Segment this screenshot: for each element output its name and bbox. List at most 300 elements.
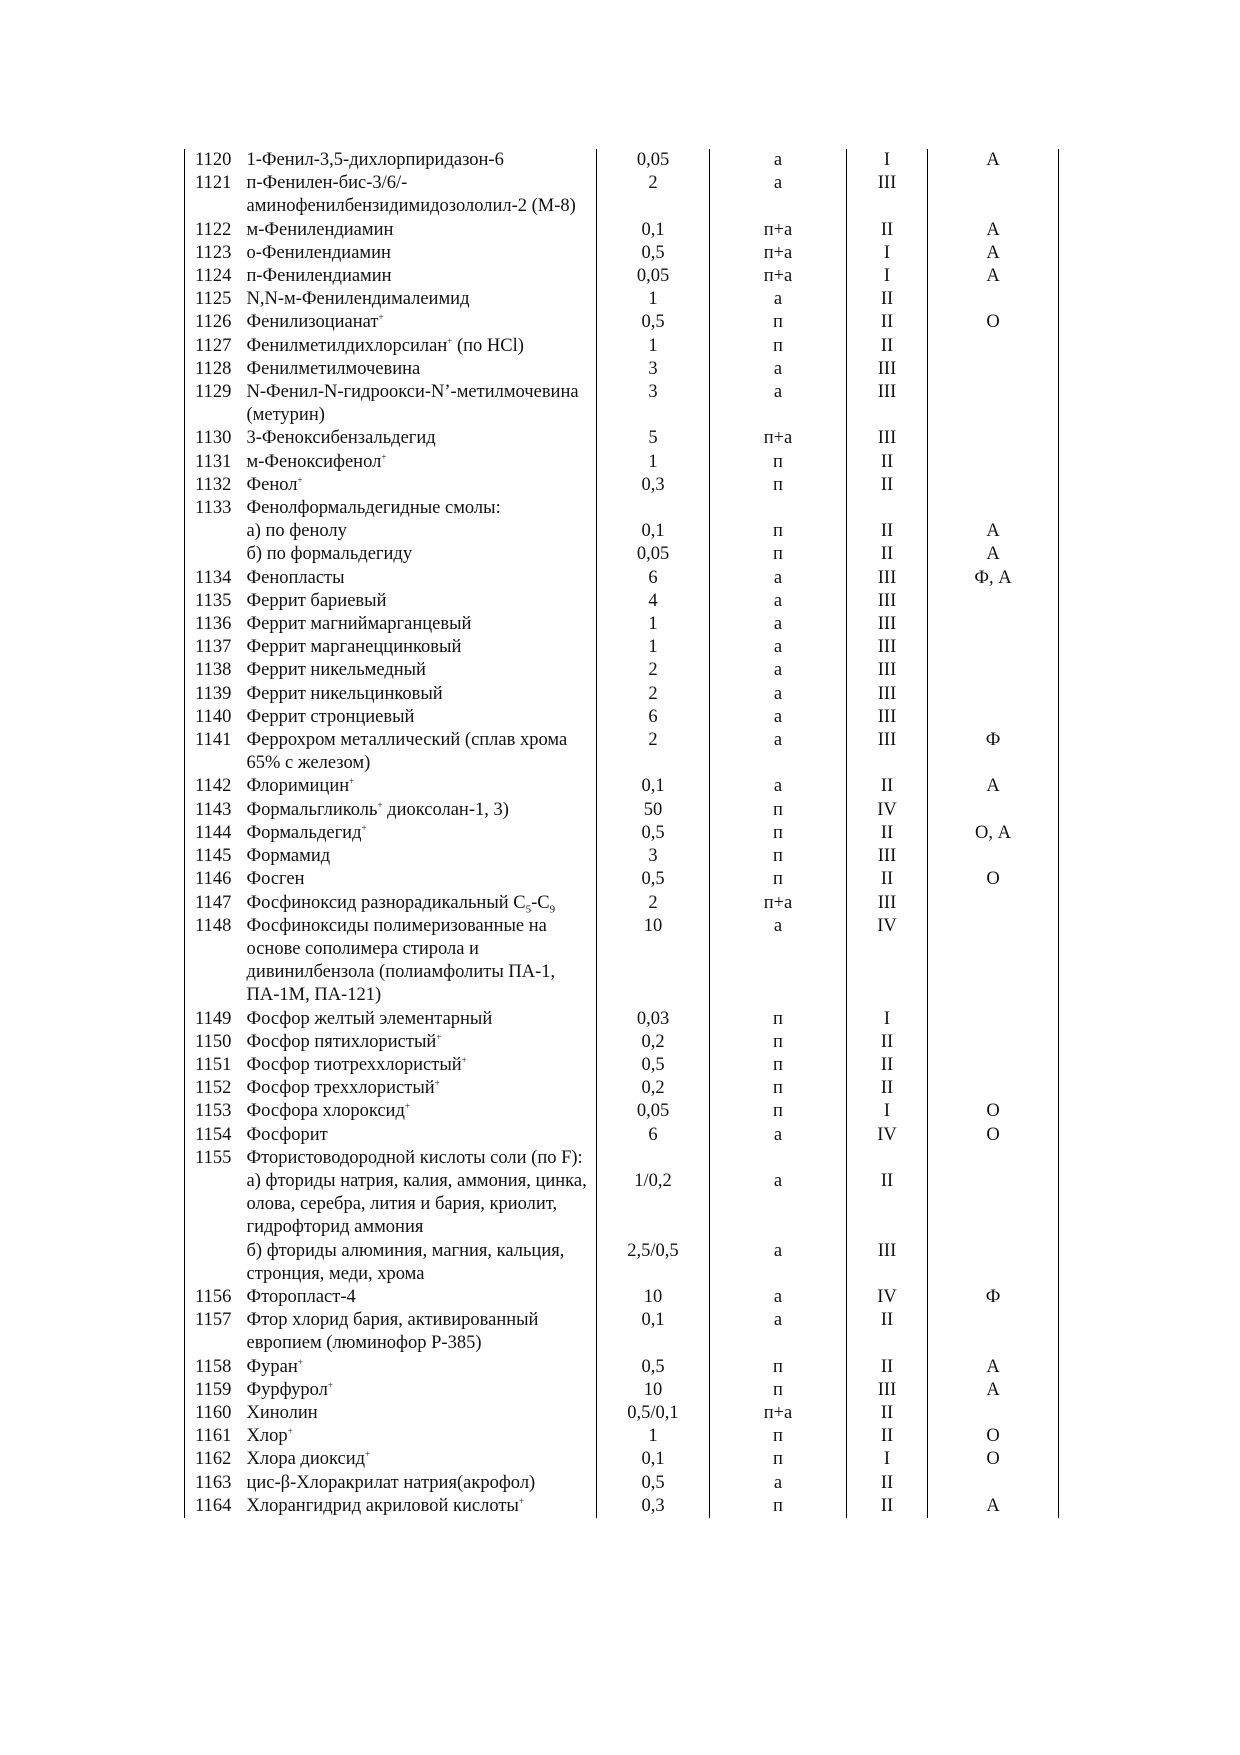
aggregate-state: п [710,1356,847,1379]
limit-value: 1 [597,335,710,358]
row-number: 1132 [185,474,243,497]
hazard-class: III [847,567,928,590]
substance-name [243,520,597,543]
aggregate-state: п [710,1495,847,1518]
limit-value: 0,05 [597,1100,710,1123]
limit-value: 0,1 [597,219,710,242]
hazard-class: I [847,1448,928,1471]
limit-value: 0,5 [597,822,710,845]
table-row [185,1170,1059,1240]
limit-value: 3 [597,381,710,427]
aggregate-state: а [710,1309,847,1355]
hazard-class: I [847,265,928,288]
limit-value: 1/0,2 [597,1170,710,1240]
substance-name-text: б) по формальдегиду [246,544,413,565]
substance-name [243,613,597,636]
action-feature [928,845,1059,868]
table-row [185,1124,1059,1147]
limit-value: 6 [597,567,710,590]
action-feature [928,172,1059,218]
substance-name [243,567,597,590]
row-number: 1153 [185,1100,243,1123]
action-feature [928,636,1059,659]
limit-value: 0,1 [597,1309,710,1355]
substance-name [243,381,597,427]
table-body [185,149,1059,1518]
substance-name [243,799,597,822]
table-row [185,451,1059,474]
substance-name-text: 1-Фенил-3,5-дихлорпиридазон-6 [246,150,504,170]
hazard-class: III [847,683,928,706]
hazard-class: III [847,892,928,915]
substance-name-text: Фенилизоцианат [246,312,379,333]
row-number: 1151 [185,1054,243,1077]
aggregate-state: а [710,1240,847,1286]
substance-name [243,1054,597,1077]
substance-name [243,636,597,659]
substance-name [243,1379,597,1402]
table-row [185,706,1059,729]
limit-value: 0,5/0,1 [597,1402,710,1425]
limit-value: 0,2 [597,1031,710,1054]
substance-name-text: а) по фенолу [246,521,347,542]
hazard-class: III [847,845,928,868]
substance-name [243,543,597,566]
hazard-class: IV [847,799,928,822]
aggregate-state: п [710,799,847,822]
substance-name-text: Фенилметилмочевина [246,358,421,379]
action-feature: О [928,1448,1059,1471]
hazard-class: III [847,427,928,450]
table-row [185,149,1059,172]
aggregate-state: п+а [710,265,847,288]
limit-value: 10 [597,1379,710,1402]
table-row [185,1008,1059,1031]
superscript-mark: + [287,1426,293,1437]
substance-name [243,1031,597,1054]
substance-name-text: Феррит никельмедный [246,660,426,681]
row-number: 1159 [185,1379,243,1402]
substance-name-text: Фосфор пятихлористый [246,1031,437,1052]
row-number: 1127 [185,335,243,358]
row-number: 1130 [185,427,243,450]
substance-name-text: N,N-м-Фенилендималеимид [246,289,470,310]
table-row [185,242,1059,265]
aggregate-state: п [710,1448,847,1471]
hazard-class: II [847,868,928,891]
substance-name-tail: диоксолан-1, 3) [382,799,509,820]
action-feature [928,590,1059,613]
substance-name-text: Феррит магниймарганцевый [246,614,472,635]
substance-name-text: Фтористоводородной кислоты соли (по F): [246,1147,583,1168]
hazard-class: II [847,775,928,798]
substance-name-text: Формальдегид [246,822,362,843]
limit-value: 2 [597,172,710,218]
hazard-class: III [847,590,928,613]
row-number: 1121 [185,172,243,218]
hazard-class [847,1147,928,1170]
action-feature [928,474,1059,497]
action-feature [928,497,1059,520]
substance-name [243,915,597,1008]
row-number: 1126 [185,311,243,334]
aggregate-state: п [710,1077,847,1100]
action-feature: А [928,1356,1059,1379]
substance-name-text: Фуран [246,1356,298,1377]
superscript-mark: + [447,335,453,346]
hazard-class: II [847,474,928,497]
aggregate-state: а [710,590,847,613]
limit-value: 2 [597,892,710,915]
hazard-class: II [847,1054,928,1077]
limit-value: 2 [597,683,710,706]
limit-value: 0,5 [597,1356,710,1379]
aggregate-state: а [710,1286,847,1309]
substance-name [243,659,597,682]
action-feature: О, А [928,822,1059,845]
substance-name-text: Феррит бариевый [246,590,387,611]
subscript: 5 [525,903,532,916]
row-number: 1162 [185,1448,243,1471]
row-number: 1152 [185,1077,243,1100]
aggregate-state: а [710,636,847,659]
limit-value: 6 [597,1124,710,1147]
hazard-class: I [847,1008,928,1031]
aggregate-state: п+а [710,1402,847,1425]
row-number: 1145 [185,845,243,868]
action-feature [928,427,1059,450]
action-feature [928,659,1059,682]
aggregate-state: п [710,543,847,566]
aggregate-state: п [710,1031,847,1054]
action-feature [928,683,1059,706]
aggregate-state: а [710,1472,847,1495]
row-number: 1134 [185,567,243,590]
limit-value: 6 [597,706,710,729]
row-number: 1122 [185,219,243,242]
aggregate-state: п [710,845,847,868]
row-number: 1144 [185,822,243,845]
table-row [185,172,1059,218]
action-feature [928,381,1059,427]
table-row [185,845,1059,868]
row-number: 1155 [185,1147,243,1170]
aggregate-state: а [710,613,847,636]
substance-name-text: м-Фенилендиамин [246,219,394,240]
substance-name-tail: -С [531,892,550,913]
table-row [185,1286,1059,1309]
substance-name-text: м-Феноксифенол [246,451,382,472]
aggregate-state: п [710,474,847,497]
row-number: 1148 [185,915,243,1008]
limit-value: 5 [597,427,710,450]
action-feature: А [928,1495,1059,1518]
substance-name [243,1286,597,1309]
substance-name-text: Хлор [246,1426,288,1447]
table-row [185,1054,1059,1077]
row-number [185,543,243,566]
superscript-mark: + [381,451,387,462]
hazard-class: III [847,1240,928,1286]
aggregate-state [710,1147,847,1170]
hazard-class: III [847,172,928,218]
substance-name [243,892,597,915]
substance-name-text: Фурфурол [246,1379,328,1400]
limit-value: 0,5 [597,868,710,891]
table-row [185,520,1059,543]
action-feature [928,1147,1059,1170]
table-row [185,427,1059,450]
aggregate-state: а [710,775,847,798]
action-feature [928,706,1059,729]
substance-name-text: а) фториды натрия, калия, аммония, цинка, олова, серебра, лития и бария, криолит, гидрофторид аммония [246,1170,587,1238]
aggregate-state: п+а [710,219,847,242]
hazard-class: II [847,1425,928,1448]
aggregate-state: п [710,822,847,845]
limit-value: 2,5/0,5 [597,1240,710,1286]
action-feature [928,1031,1059,1054]
substance-name [243,1008,597,1031]
superscript-mark: + [349,776,355,787]
substance-name [243,311,597,334]
aggregate-state: а [710,358,847,381]
limit-value: 50 [597,799,710,822]
limit-value: 10 [597,915,710,1008]
table-row [185,567,1059,590]
aggregate-state: а [710,659,847,682]
substance-name [243,427,597,450]
substance-name-text: Фосфиноксиды полимеризованные на основе сополимера стирола и дивинилбензола (полиамфолиты ПА-1, ПА-1М, ПА-121) [246,915,556,1006]
action-feature: Ф [928,729,1059,775]
substance-name-text: Фосфор желтый элементарный [246,1008,493,1029]
substance-name [243,219,597,242]
action-feature: Ф, А [928,567,1059,590]
row-number: 1160 [185,1402,243,1425]
table-row [185,1472,1059,1495]
hazard-class: II [847,1472,928,1495]
substance-name [243,451,597,474]
table-row [185,636,1059,659]
action-feature [928,1309,1059,1355]
row-number: 1150 [185,1031,243,1054]
aggregate-state: а [710,683,847,706]
limit-value: 0,05 [597,149,710,172]
action-feature: А [928,520,1059,543]
action-feature [928,1402,1059,1425]
table-row [185,381,1059,427]
row-number [185,1240,243,1286]
substance-name [243,1170,597,1240]
action-feature: О [928,1100,1059,1123]
substance-name-text: Флоримицин [246,776,350,797]
action-feature: А [928,219,1059,242]
action-feature: О [928,311,1059,334]
substance-name-text: Феррит стронциевый [246,706,415,727]
action-feature [928,1170,1059,1240]
aggregate-state: а [710,729,847,775]
hazard-class: II [847,1356,928,1379]
action-feature: А [928,242,1059,265]
substance-name [243,358,597,381]
table-row [185,1425,1059,1448]
table-row [185,1147,1059,1170]
substance-name-text: Феррохром металлический (сплав хрома 65% с железом) [246,730,568,774]
superscript-mark: + [404,1101,410,1112]
hazard-class: II [847,1495,928,1518]
action-feature [928,1077,1059,1100]
hazard-class: III [847,358,928,381]
table-row [185,822,1059,845]
superscript-mark: + [518,1495,524,1506]
action-feature [928,288,1059,311]
substance-name [243,335,597,358]
hazard-class: III [847,706,928,729]
substance-name [243,474,597,497]
substance-name-text: Формальгликоль [246,799,378,820]
row-number: 1143 [185,799,243,822]
substance-name [243,729,597,775]
substance-name-text: Фторопласт-4 [246,1286,356,1307]
limit-value: 0,5 [597,1472,710,1495]
action-feature [928,1054,1059,1077]
table-row [185,892,1059,915]
aggregate-state: п [710,868,847,891]
action-feature [928,915,1059,1008]
substance-name-text: Фенол [246,474,298,495]
table-row [185,1031,1059,1054]
action-feature: О [928,868,1059,891]
limit-value: 0,1 [597,520,710,543]
limit-value [597,497,710,520]
limit-value: 0,1 [597,1448,710,1471]
aggregate-state: п [710,520,847,543]
table-row [185,1356,1059,1379]
action-feature: О [928,1425,1059,1448]
action-feature: О [928,1124,1059,1147]
action-feature [928,1472,1059,1495]
row-number: 1131 [185,451,243,474]
hazard-class: IV [847,1286,928,1309]
substance-name-text: Хлорангидрид акриловой кислоты [246,1495,519,1516]
row-number: 1137 [185,636,243,659]
superscript-mark: + [297,1356,303,1367]
limit-value: 1 [597,613,710,636]
substance-name [243,149,597,172]
action-feature: А [928,265,1059,288]
row-number: 1141 [185,729,243,775]
hazard-class: II [847,288,928,311]
substance-table [184,149,1059,1518]
table-row [185,659,1059,682]
action-feature [928,451,1059,474]
aggregate-state: п [710,311,847,334]
action-feature: А [928,149,1059,172]
substance-name-text: цис-β-Хлоракрилат натрия(акрофол) [246,1472,536,1493]
table-row [185,497,1059,520]
superscript-mark: + [461,1054,467,1065]
substance-name [243,845,597,868]
superscript-mark: + [434,1077,440,1088]
substance-name-text: 3-Феноксибензальдегид [246,428,436,449]
limit-value: 0,1 [597,775,710,798]
aggregate-state: п [710,451,847,474]
row-number: 1138 [185,659,243,682]
table-row [185,1100,1059,1123]
substance-name-text: Фосфор треххлористый [246,1078,435,1099]
table-row [185,1240,1059,1286]
substance-name-text: Фенилметилдихлорсилан [246,335,448,356]
row-number: 1128 [185,358,243,381]
limit-value: 0,05 [597,265,710,288]
table-row [185,543,1059,566]
row-number: 1133 [185,497,243,520]
row-number: 1146 [185,868,243,891]
aggregate-state: а [710,1170,847,1240]
aggregate-state: а [710,381,847,427]
aggregate-state: п+а [710,892,847,915]
hazard-class: II [847,1402,928,1425]
action-feature [928,799,1059,822]
row-number: 1125 [185,288,243,311]
aggregate-state: п+а [710,427,847,450]
table-row [185,288,1059,311]
substance-name-text: Фенопласты [246,567,345,588]
action-feature: А [928,543,1059,566]
hazard-class: III [847,659,928,682]
substance-name-text: Фосфиноксид разнорадикальный С [246,892,526,913]
hazard-class: IV [847,915,928,1008]
substance-name-text: Формамид [246,846,331,867]
hazard-class: II [847,219,928,242]
substance-name-text: N-Фенил-N-гидроокси-N’-метилмочевина (метурин) [246,382,579,426]
limit-value: 3 [597,358,710,381]
substance-name [243,590,597,613]
row-number: 1147 [185,892,243,915]
aggregate-state: а [710,288,847,311]
subscript: 9 [549,903,556,916]
substance-name [243,1472,597,1495]
table-row [185,683,1059,706]
substance-name-text: Фосфорит [246,1124,328,1145]
table-row [185,1379,1059,1402]
aggregate-state: п [710,1379,847,1402]
limit-value: 1 [597,636,710,659]
hazard-class: II [847,1031,928,1054]
table-row [185,729,1059,775]
hazard-class: II [847,311,928,334]
row-number: 1120 [185,149,243,172]
substance-name [243,1448,597,1471]
substance-name [243,822,597,845]
substance-name [243,497,597,520]
limit-value [597,1147,710,1170]
substance-name [243,683,597,706]
row-number: 1124 [185,265,243,288]
substance-name [243,1425,597,1448]
table-row [185,474,1059,497]
action-feature: А [928,775,1059,798]
table-row [185,775,1059,798]
hazard-class: II [847,520,928,543]
substance-name [243,868,597,891]
limit-value: 0,3 [597,1495,710,1518]
substance-name-text: Хлора диоксид [246,1449,366,1470]
substance-name-text: Феррит марганеццинковый [246,637,462,658]
substance-name [243,1240,597,1286]
hazard-class: III [847,613,928,636]
substance-name-text: п-Фенилен-бис-3/6/-аминофенилбензидимидозололил-2 (М-8) [246,173,576,217]
substance-name-text: Хинолин [246,1402,318,1423]
